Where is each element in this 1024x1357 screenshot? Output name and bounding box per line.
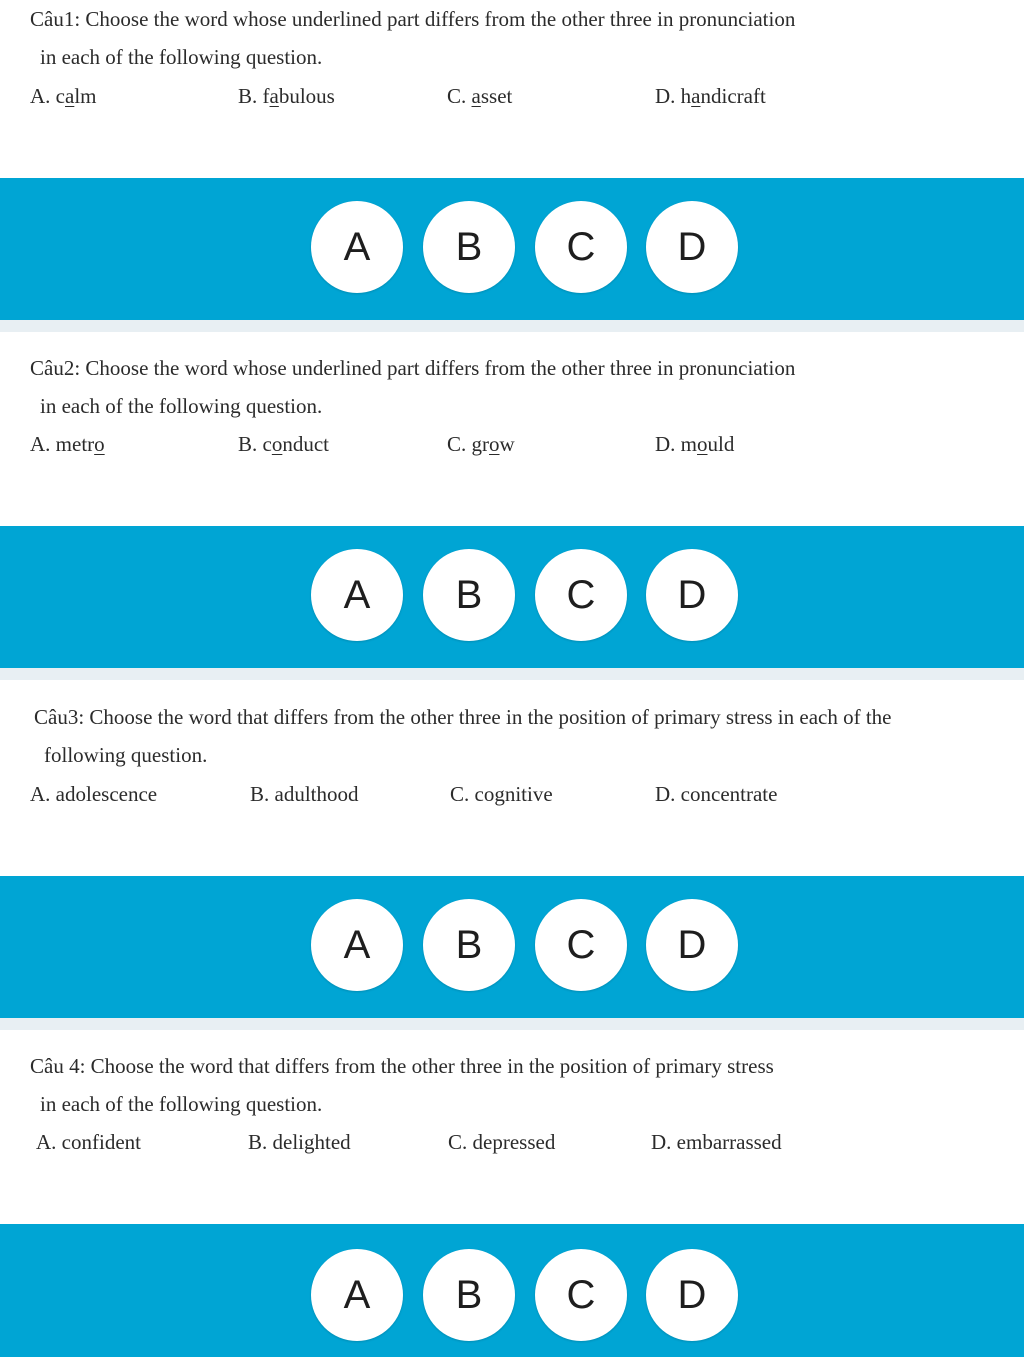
question-3	[0, 680, 1024, 876]
answer-c-button[interactable]: C	[535, 899, 627, 991]
answer-d-button[interactable]: D	[646, 899, 738, 991]
answer-a-button[interactable]: A	[311, 899, 403, 991]
question-3-option-a: A. adolescence	[30, 782, 158, 806]
question-1	[0, 0, 1024, 178]
answer-a-button[interactable]: A	[311, 1249, 403, 1341]
answer-bar-1	[0, 178, 1024, 320]
answer-bar-3	[0, 876, 1024, 1018]
question-4-prompt: Câu 4: Choose the word that differs from the other three in the position of primary stress	[30, 1054, 774, 1078]
question-4	[0, 1030, 1024, 1224]
question-1-option-b: B. fabulous	[238, 84, 335, 108]
question-2-prompt: Câu2: Choose the word whose underlined part differs from the other three in pronunciation	[30, 356, 796, 380]
answer-d-button[interactable]: D	[646, 201, 738, 293]
answer-bar-4	[0, 1224, 1024, 1357]
answer-b-button[interactable]: B	[423, 899, 515, 991]
answer-b-button[interactable]: B	[423, 1249, 515, 1341]
question-3-option-c: C. cognitive	[450, 782, 553, 806]
question-3-prompt-cont: following question.	[44, 743, 208, 767]
question-1-option-d: D. handicraft	[655, 84, 766, 108]
answer-a-button[interactable]: A	[311, 549, 403, 641]
question-1-prompt: Câu1: Choose the word whose underlined part differs from the other three in pronunciation	[30, 7, 796, 31]
answer-d-button[interactable]: D	[646, 549, 738, 641]
question-2-option-d: D. mould	[655, 432, 735, 456]
answer-b-button[interactable]: B	[423, 549, 515, 641]
question-4-option-b: B. delighted	[248, 1130, 351, 1154]
answer-c-button[interactable]: C	[535, 549, 627, 641]
answer-b-button[interactable]: B	[423, 201, 515, 293]
question-3-option-d: D. concentrate	[655, 782, 778, 806]
question-2-prompt-cont: in each of the following question.	[40, 394, 323, 418]
question-4-option-c: C. depressed	[448, 1130, 556, 1154]
separator	[0, 320, 1024, 332]
question-4-prompt-cont: in each of the following question.	[40, 1092, 323, 1116]
question-3-option-b: B. adulthood	[250, 782, 359, 806]
answer-c-button[interactable]: C	[535, 1249, 627, 1341]
answer-c-button[interactable]: C	[535, 201, 627, 293]
question-1-option-a: A. calm	[30, 84, 97, 108]
answer-a-button[interactable]: A	[311, 201, 403, 293]
answer-d-button[interactable]: D	[646, 1249, 738, 1341]
question-2-option-a: A. metro	[30, 432, 105, 456]
question-2	[0, 332, 1024, 526]
question-3-prompt: Câu3: Choose the word that differs from the other three in the position of primary stress in each of the	[34, 705, 892, 729]
answer-bar-2	[0, 526, 1024, 668]
question-1-option-c: C. asset	[447, 84, 513, 108]
separator	[0, 668, 1024, 680]
question-2-option-c: C. grow	[447, 432, 515, 456]
separator	[0, 1018, 1024, 1030]
question-4-option-d: D. embarrassed	[651, 1130, 782, 1154]
question-4-option-a: A. confident	[36, 1130, 141, 1154]
question-1-prompt-cont: in each of the following question.	[40, 45, 323, 69]
question-2-option-b: B. conduct	[238, 432, 329, 456]
